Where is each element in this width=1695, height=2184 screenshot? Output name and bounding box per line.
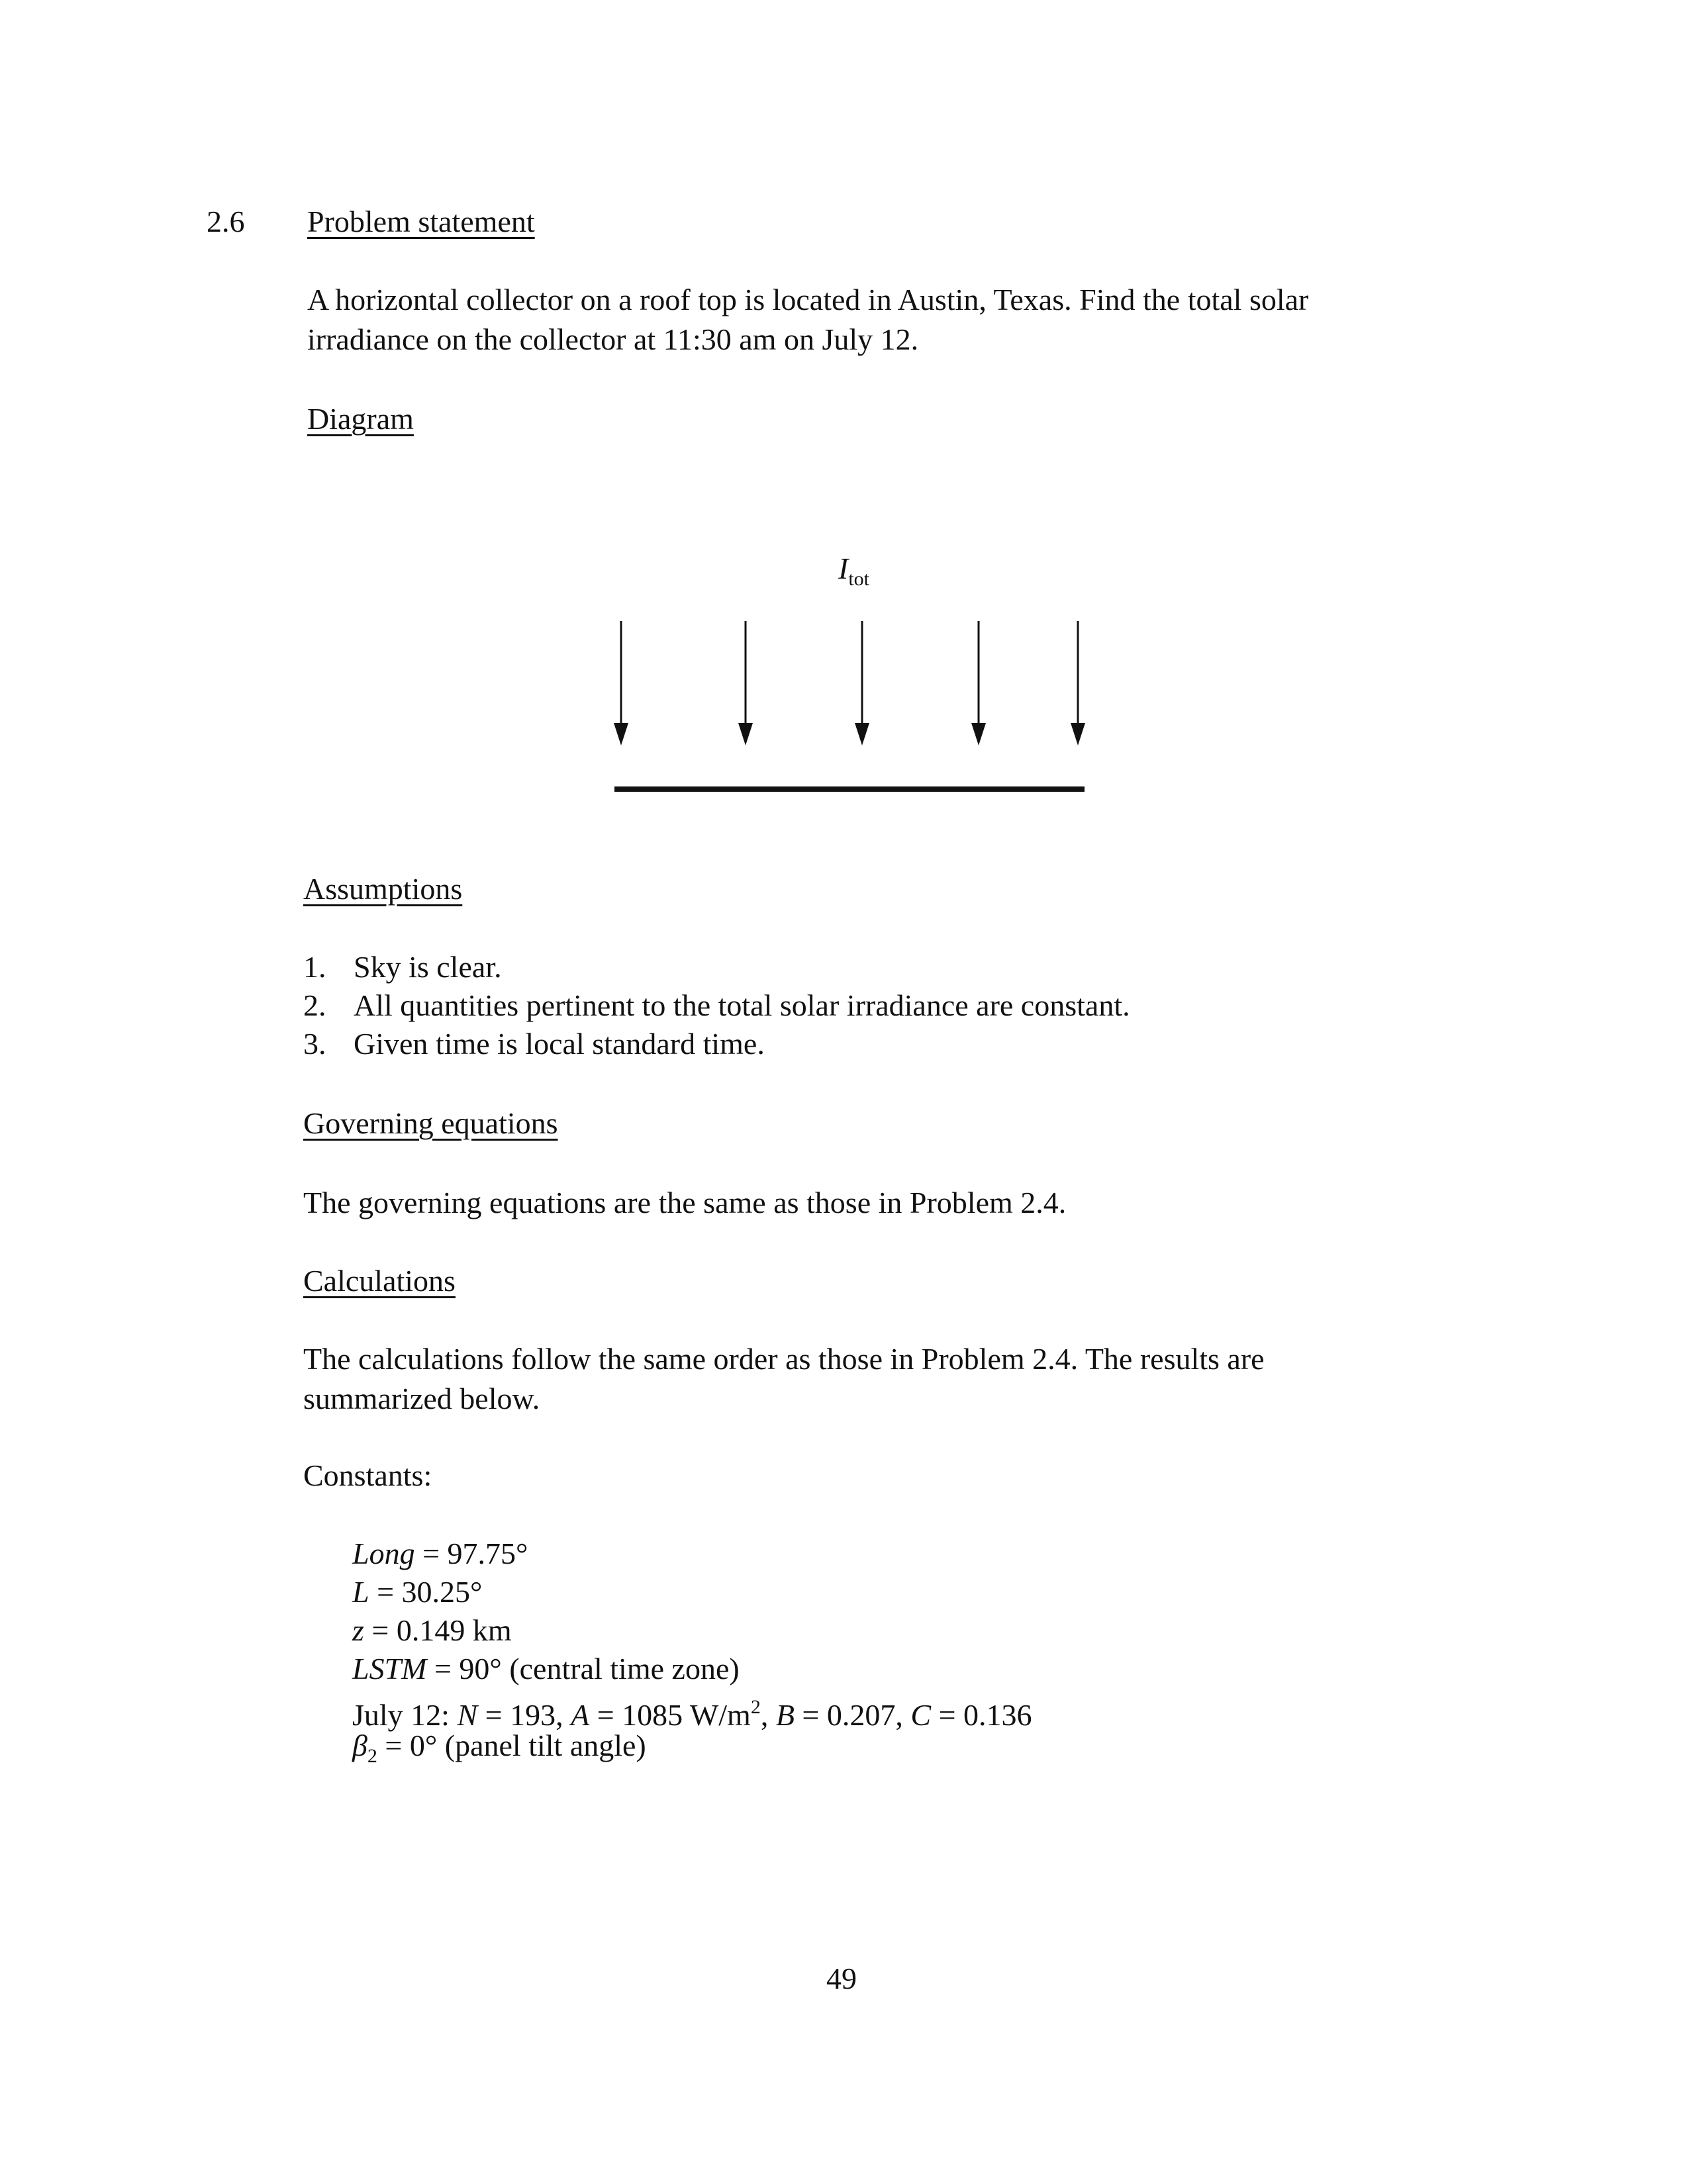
arrow-4-icon xyxy=(971,621,986,745)
longitude-symbol: Long xyxy=(352,1537,415,1570)
irradiance-symbol: I xyxy=(838,551,849,585)
assumption-number: 1. xyxy=(303,950,326,984)
latitude-symbol: L xyxy=(352,1575,369,1609)
altitude-value: = 0.149 km xyxy=(363,1613,512,1647)
tilt-value: = 0° (panel tilt angle) xyxy=(377,1729,646,1762)
arrow-1-icon xyxy=(614,621,628,745)
constant-longitude xyxy=(352,1535,528,1573)
arrow-2-icon xyxy=(738,621,753,745)
longitude-value: = 97.75° xyxy=(414,1537,528,1570)
governing-heading: Governing equations xyxy=(303,1106,558,1140)
altitude-symbol: z xyxy=(352,1613,364,1647)
diagram-heading: Diagram xyxy=(307,402,414,436)
section-number: 2.6 xyxy=(207,205,245,238)
c-symbol: C xyxy=(910,1698,932,1732)
b-symbol: B xyxy=(775,1698,795,1732)
collector-plate xyxy=(614,786,1085,792)
beta-symbol: β xyxy=(352,1729,367,1762)
c-value: = 0.136 xyxy=(931,1698,1032,1732)
irradiance-diagram xyxy=(596,609,1099,808)
irradiance-subscript: tot xyxy=(848,568,869,590)
calculations-line-1: The calculations follow the same order as those in Problem 2.4. The results are xyxy=(303,1342,1265,1376)
assumption-text: Given time is local standard time. xyxy=(354,1027,765,1061)
section-heading: Problem statement xyxy=(307,205,535,238)
july-prefix: July 12: xyxy=(352,1698,458,1732)
assumption-item-3 xyxy=(303,1025,765,1063)
a-value: = 1085 W/m xyxy=(589,1698,751,1732)
n-value: = 193, xyxy=(477,1698,571,1732)
assumption-text: All quantities pertinent to the total solar irradiance are constant. xyxy=(354,988,1130,1022)
calculations-heading: Calculations xyxy=(303,1264,456,1298)
constant-lstm xyxy=(352,1650,740,1688)
a-exponent: 2 xyxy=(750,1696,761,1718)
problem-line-2: irradiance on the collector at 11:30 am on July 12. xyxy=(307,322,919,356)
assumption-item-1 xyxy=(303,948,502,986)
arrow-5-icon xyxy=(1071,621,1085,745)
governing-text: The governing equations are the same as those in Problem 2.4. xyxy=(303,1186,1067,1219)
problem-line-1: A horizontal collector on a roof top is located in Austin, Texas. Find the total solar xyxy=(307,283,1309,316)
lstm-symbol: LSTM xyxy=(352,1652,427,1685)
calculations-line-2: summarized below. xyxy=(303,1382,540,1415)
b-separator: , xyxy=(760,1698,776,1732)
n-symbol: N xyxy=(457,1698,478,1732)
latitude-value: = 30.25° xyxy=(369,1575,483,1609)
assumption-item-2 xyxy=(303,986,1130,1025)
lstm-value: = 90° (central time zone) xyxy=(426,1652,740,1685)
irradiance-label xyxy=(838,549,869,598)
constant-tilt xyxy=(352,1727,646,1776)
a-symbol: A xyxy=(571,1698,590,1732)
arrow-3-icon xyxy=(855,621,869,745)
assumption-number: 3. xyxy=(303,1027,326,1061)
constant-altitude xyxy=(352,1611,512,1650)
b-value: = 0.207, xyxy=(794,1698,911,1732)
assumption-number: 2. xyxy=(303,988,326,1022)
assumptions-heading: Assumptions xyxy=(303,872,463,906)
page-number: 49 xyxy=(826,1962,857,1995)
assumption-text: Sky is clear. xyxy=(354,950,502,984)
beta-subscript: 2 xyxy=(367,1745,377,1767)
constants-label: Constants: xyxy=(303,1458,432,1492)
constant-latitude xyxy=(352,1573,482,1611)
